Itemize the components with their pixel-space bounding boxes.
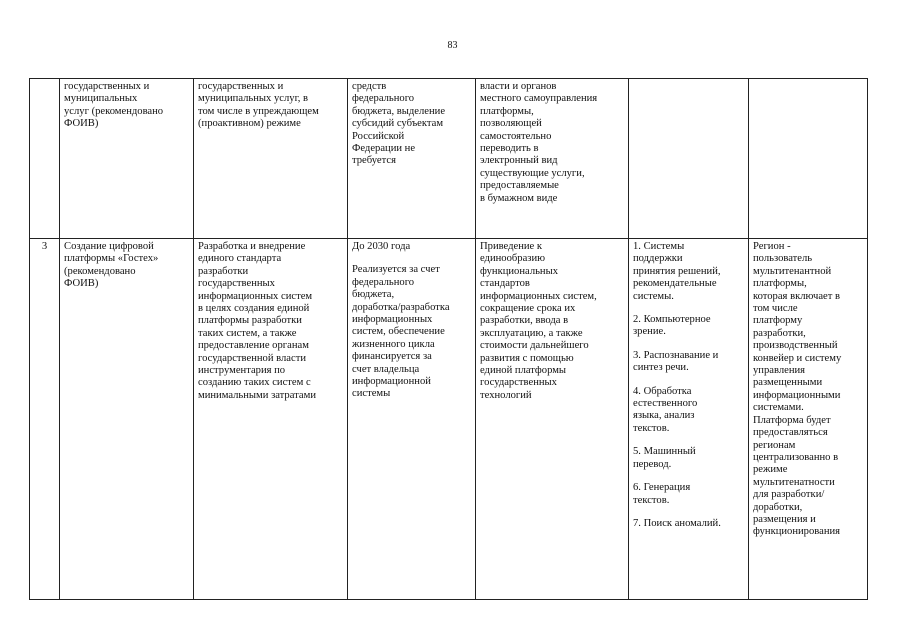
financing-cell <box>348 239 476 600</box>
page-number: 83 <box>447 40 458 51</box>
technology-item: 6. Генерация текстов. <box>633 482 691 506</box>
technology-item: 3. Распознавание и синтез речи. <box>633 349 719 374</box>
measures-table <box>29 78 868 600</box>
technology-item: 4. Обработка естественного языка, анализ текстов. <box>633 385 698 434</box>
technology-item: 2. Компьютерное зрение. <box>633 314 711 338</box>
technology-item: 5. Машинный перевод. <box>633 446 696 470</box>
region-role-cell: Регион - пользователь мультитенантной платформы, которая включает в том числе платформу разработки, производственный конвейер и систему управления размещенными информационными системами. Платформа будет предоставляться регионам централизованно в режиме мультитенатности для разработки/ доработки, размещения и функционирования <box>749 239 868 600</box>
measure-name-cell: государственных и муниципальных услуг (рекомендовано ФОИВ) <box>60 79 194 239</box>
table-row <box>30 239 868 600</box>
region-role-cell <box>749 79 868 239</box>
technology-cell <box>629 239 749 600</box>
measure-name-cell: Создание цифровой платформы «Гостех» (рекомендовано ФОИВ) <box>60 239 194 600</box>
technology-item: 1. Системы поддержки принятия решений, рекомендательные системы. <box>633 241 721 302</box>
expected-result-cell: Приведение к единообразию функциональных стандартов информационных систем, сокращение срока их разработки, ввода в эксплуатацию, а также стоимости дальнейшего развития с помощью единой платформы государственных технологий <box>476 239 629 600</box>
table-row <box>30 79 868 239</box>
financing-text: Реализуется за счет федерального бюджета, доработка/разработка информационных систем, обеспечение жизненного цикла финансируется за счет владельца информационной системы <box>352 264 450 400</box>
row-number-cell <box>30 79 60 239</box>
technology-cell <box>629 79 749 239</box>
expected-result-cell: власти и органов местного самоуправления платформы, позволяющей самостоятельно переводить в электронный вид существующие услуги, предоставляемые в бумажном виде <box>476 79 629 239</box>
measure-description-cell: Разработка и внедрение единого стандарта разработки государственных информационных систем в целях создания единой платформы разработки таких систем, а также предоставление органам государственной власти инструментария по созданию таких систем с минимальными затратами <box>194 239 348 600</box>
financing-cell: средств федерального бюджета, выделение субсидий субъектам Российской Федерации не требуется <box>348 79 476 239</box>
measure-description-cell: государственных и муниципальных услуг, в том числе в упреждающем (проактивном) режиме <box>194 79 348 239</box>
technology-item: 7. Поиск аномалий. <box>633 517 721 529</box>
row-number-cell: 3 <box>30 239 60 600</box>
deadline-text: До 2030 года <box>352 241 411 252</box>
